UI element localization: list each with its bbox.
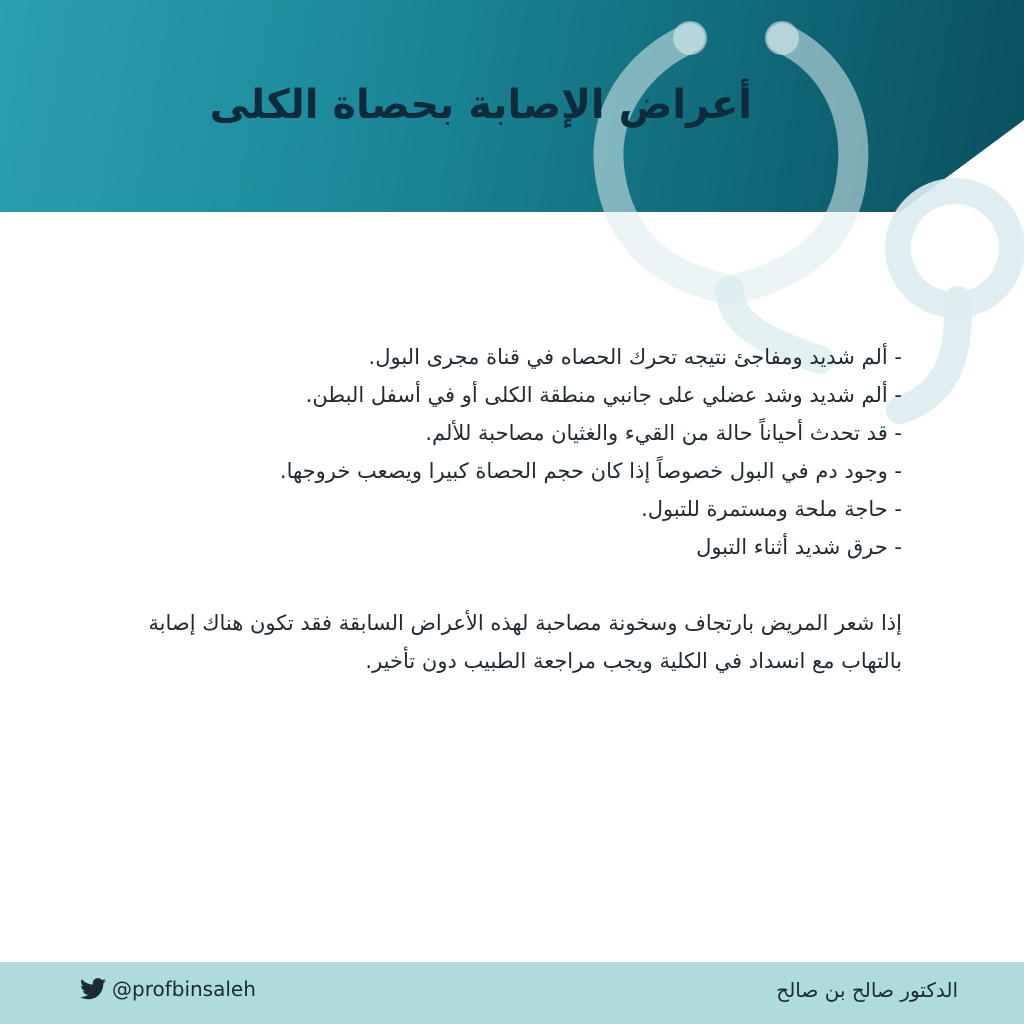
twitter-icon [80,978,106,1000]
handle-text: @profbinsaleh [112,977,256,1001]
symptom-list [112,338,902,566]
list-item: - حاجة ملحة ومستمرة للتبول. [641,497,902,521]
summary-paragraph: إذا شعر المريض بارتجاف وسخونة مصاحبة لهذه الأعراض السابقة فقد تكون هناك إصابة بالتهاب مع انسداد في الكلية ويجب مراجعة الطبيب دون تأخير. [148,611,902,673]
twitter-handle[interactable] [80,977,256,1001]
list-item: - قد تحدث أحياناً حالة من القيء والغثيان مصاحبة للألم. [425,421,902,445]
list-item: - حرق شديد أثناء التبول [696,535,902,559]
footer-bar [0,962,1024,1024]
list-item: - ألم شديد ومفاجئ نتيجه تحرك الحصاه في قناة مجرى البول. [368,345,902,369]
list-item: - وجود دم في البول خصوصاً إذا كان حجم الحصاة كبيرا ويصعب خروجها. [279,459,902,483]
main-content [112,338,902,680]
author-name: الدكتور صالح بن صالح [776,978,958,1002]
page-title: أعراض الإصابة بحصاة الكلى [209,82,752,128]
list-item: - ألم شديد وشد عضلي على جانبي منطقة الكلى أو في أسفل البطن. [305,383,902,407]
